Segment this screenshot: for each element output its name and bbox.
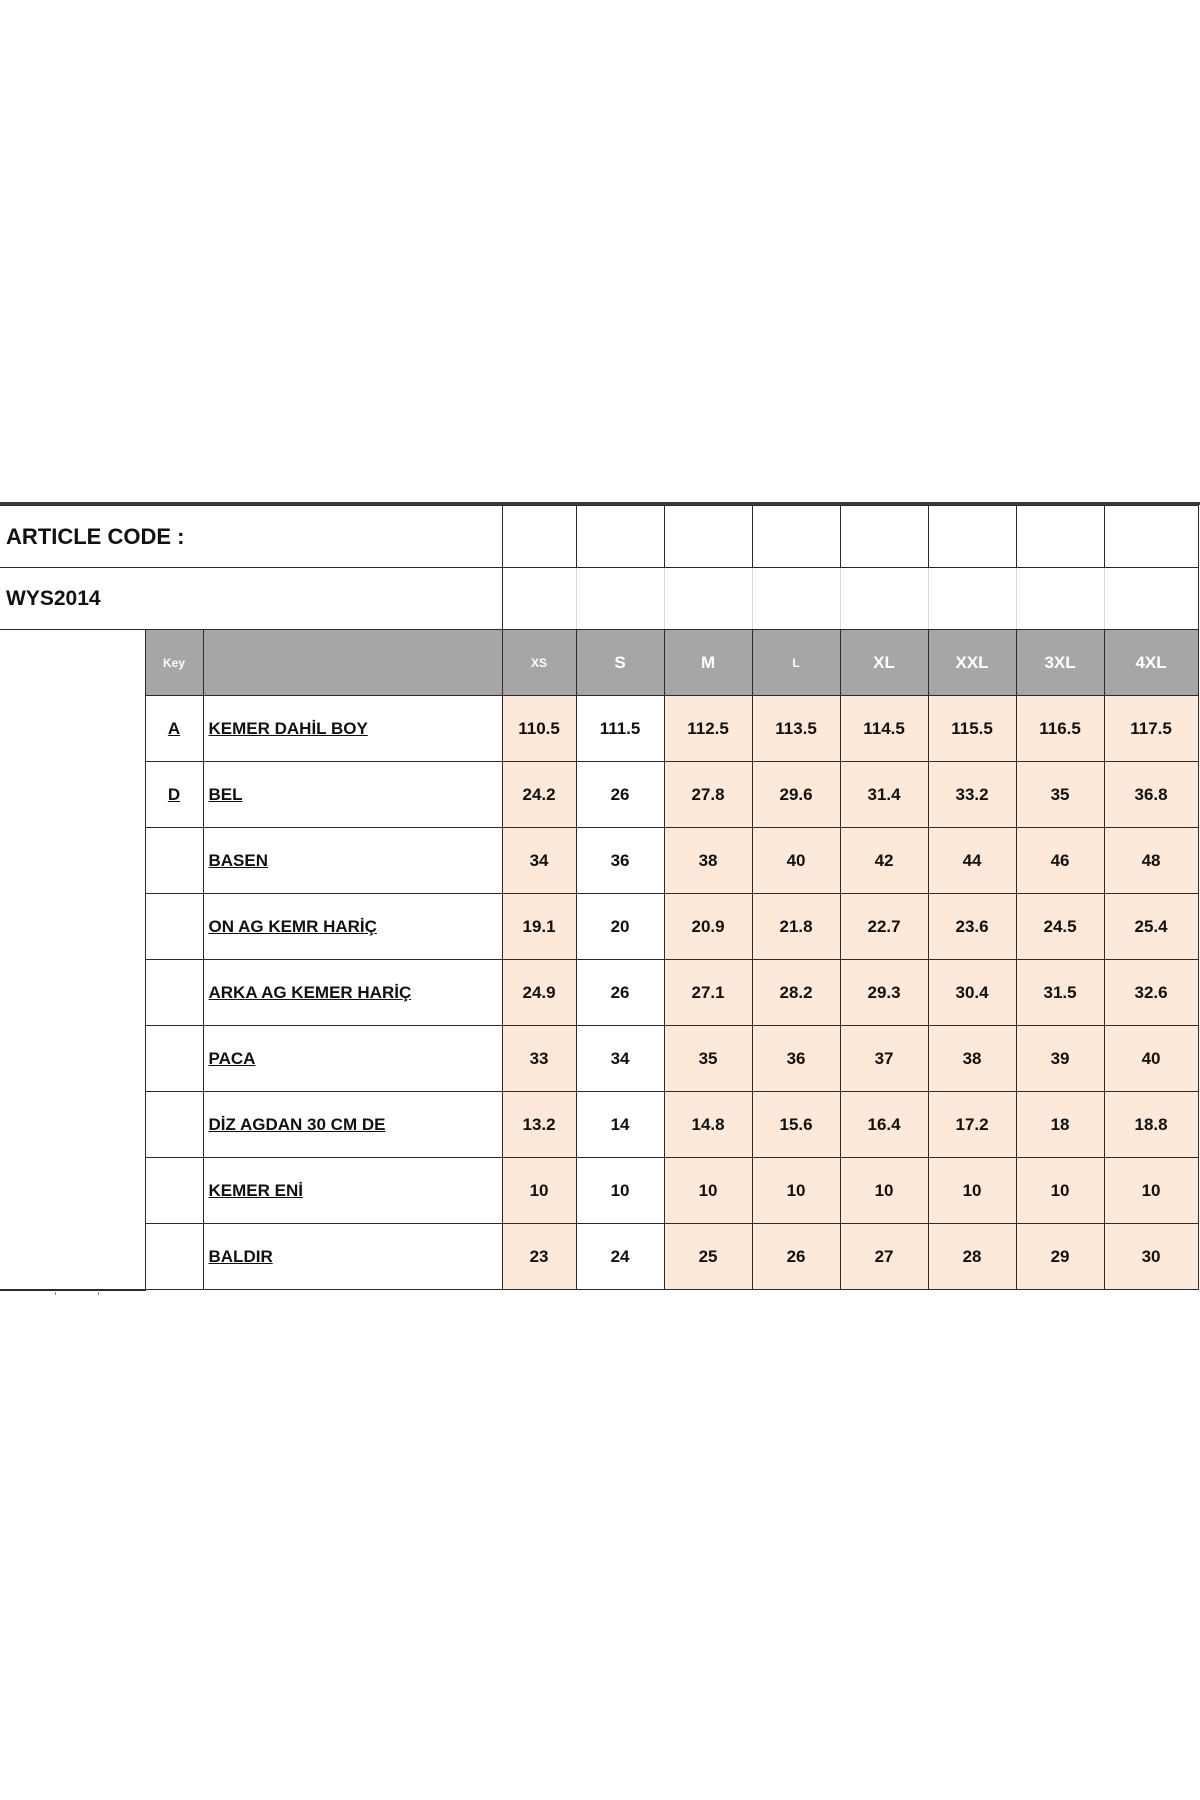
empty-cell (1016, 568, 1104, 630)
measurement-name: DİZ AGDAN 30 CM DE (203, 1092, 502, 1158)
size-header-4xl: 4XL (1104, 630, 1198, 696)
size-value-xs: 13.2 (502, 1092, 576, 1158)
size-value-xl: 31.4 (840, 762, 928, 828)
size-value-4xl: 48 (1104, 828, 1198, 894)
size-header-m: M (664, 630, 752, 696)
table-row (0, 762, 1198, 828)
blank-margin-cell (0, 696, 145, 762)
measurement-name: BALDIR (203, 1224, 502, 1290)
size-value-xxl: 30.4 (928, 960, 1016, 1026)
measurement-name: BEL (203, 762, 502, 828)
tick-mark (98, 1292, 99, 1295)
empty-cell (840, 568, 928, 630)
table-row (0, 960, 1198, 1026)
table-row (0, 1026, 1198, 1092)
size-value-4xl: 40 (1104, 1026, 1198, 1092)
size-value-xl: 27 (840, 1224, 928, 1290)
blank-margin-cell (0, 1224, 145, 1290)
empty-cell (1104, 568, 1198, 630)
size-value-l: 29.6 (752, 762, 840, 828)
size-value-xxl: 23.6 (928, 894, 1016, 960)
size-chart-body (0, 506, 1198, 1290)
size-header-xxl: XXL (928, 630, 1016, 696)
key-cell: A (145, 696, 203, 762)
size-value-xxl: 115.5 (928, 696, 1016, 762)
table-row (0, 828, 1198, 894)
size-value-xl: 10 (840, 1158, 928, 1224)
tick-mark (55, 1292, 56, 1295)
measurement-name: ARKA AG KEMER HARİÇ (203, 960, 502, 1026)
size-value-s: 24 (576, 1224, 664, 1290)
empty-cell (664, 506, 752, 568)
size-value-l: 40 (752, 828, 840, 894)
size-value-xs: 19.1 (502, 894, 576, 960)
size-header-xl: XL (840, 630, 928, 696)
size-value-4xl: 10 (1104, 1158, 1198, 1224)
size-value-3xl: 35 (1016, 762, 1104, 828)
blank-margin-cell (0, 1092, 145, 1158)
size-value-3xl: 29 (1016, 1224, 1104, 1290)
size-value-xxl: 10 (928, 1158, 1016, 1224)
size-value-m: 112.5 (664, 696, 752, 762)
size-value-l: 10 (752, 1158, 840, 1224)
empty-cell (1016, 506, 1104, 568)
article-code-row (0, 568, 1198, 630)
size-value-3xl: 10 (1016, 1158, 1104, 1224)
size-value-xs: 24.2 (502, 762, 576, 828)
size-value-xl: 37 (840, 1026, 928, 1092)
size-value-s: 26 (576, 762, 664, 828)
size-value-l: 15.6 (752, 1092, 840, 1158)
blank-margin-cell (0, 1026, 145, 1092)
article-code-label: ARTICLE CODE : (0, 506, 502, 568)
empty-cell (840, 506, 928, 568)
size-value-m: 27.8 (664, 762, 752, 828)
article-code-value: WYS2014 (0, 568, 502, 630)
size-value-4xl: 36.8 (1104, 762, 1198, 828)
measurement-name: BASEN (203, 828, 502, 894)
size-value-xxl: 44 (928, 828, 1016, 894)
size-value-l: 113.5 (752, 696, 840, 762)
size-value-l: 26 (752, 1224, 840, 1290)
empty-cell (752, 568, 840, 630)
size-value-m: 14.8 (664, 1092, 752, 1158)
size-value-xs: 110.5 (502, 696, 576, 762)
size-value-s: 26 (576, 960, 664, 1026)
empty-cell (664, 568, 752, 630)
size-value-m: 10 (664, 1158, 752, 1224)
size-value-4xl: 18.8 (1104, 1092, 1198, 1158)
empty-cell (752, 506, 840, 568)
size-value-4xl: 117.5 (1104, 696, 1198, 762)
size-value-4xl: 32.6 (1104, 960, 1198, 1026)
size-value-m: 27.1 (664, 960, 752, 1026)
blank-margin-cell (0, 1158, 145, 1224)
footer-ticks (0, 1292, 100, 1294)
size-value-m: 35 (664, 1026, 752, 1092)
empty-cell (576, 568, 664, 630)
size-value-xl: 29.3 (840, 960, 928, 1026)
size-value-s: 34 (576, 1026, 664, 1092)
size-value-xs: 24.9 (502, 960, 576, 1026)
blank-margin-cell (0, 960, 145, 1026)
key-cell (145, 960, 203, 1026)
blank-margin-cell (0, 894, 145, 960)
empty-cell (928, 506, 1016, 568)
size-value-xxl: 28 (928, 1224, 1016, 1290)
size-value-xl: 22.7 (840, 894, 928, 960)
key-cell (145, 1158, 203, 1224)
key-cell (145, 894, 203, 960)
key-cell (145, 1092, 203, 1158)
size-value-4xl: 30 (1104, 1224, 1198, 1290)
size-value-l: 36 (752, 1026, 840, 1092)
size-value-s: 20 (576, 894, 664, 960)
blank-margin-cell (0, 630, 145, 696)
size-value-xxl: 33.2 (928, 762, 1016, 828)
size-value-xxl: 17.2 (928, 1092, 1016, 1158)
size-value-xs: 33 (502, 1026, 576, 1092)
size-value-3xl: 116.5 (1016, 696, 1104, 762)
blank-margin-cell (0, 828, 145, 894)
key-header: Key (145, 630, 203, 696)
measurement-name: ON AG KEMR HARİÇ (203, 894, 502, 960)
size-header-s: S (576, 630, 664, 696)
empty-cell (576, 506, 664, 568)
size-value-4xl: 25.4 (1104, 894, 1198, 960)
empty-cell (502, 506, 576, 568)
blank-margin-cell (0, 762, 145, 828)
size-value-s: 10 (576, 1158, 664, 1224)
table-row (0, 1092, 1198, 1158)
size-value-3xl: 18 (1016, 1092, 1104, 1158)
measurement-header (203, 630, 502, 696)
table-row (0, 1158, 1198, 1224)
key-cell (145, 1026, 203, 1092)
size-value-xxl: 38 (928, 1026, 1016, 1092)
size-value-3xl: 39 (1016, 1026, 1104, 1092)
measurement-name: KEMER ENİ (203, 1158, 502, 1224)
size-header-l: L (752, 630, 840, 696)
size-value-3xl: 46 (1016, 828, 1104, 894)
size-value-xs: 34 (502, 828, 576, 894)
size-value-l: 28.2 (752, 960, 840, 1026)
key-cell (145, 1224, 203, 1290)
size-value-3xl: 31.5 (1016, 960, 1104, 1026)
size-value-xl: 114.5 (840, 696, 928, 762)
size-value-3xl: 24.5 (1016, 894, 1104, 960)
size-header-xs: XS (502, 630, 576, 696)
size-value-m: 25 (664, 1224, 752, 1290)
size-header-3xl: 3XL (1016, 630, 1104, 696)
size-chart-table (0, 505, 1199, 1291)
size-value-m: 20.9 (664, 894, 752, 960)
measurement-name: KEMER DAHİL BOY (203, 696, 502, 762)
key-cell (145, 828, 203, 894)
size-value-m: 38 (664, 828, 752, 894)
article-label-row (0, 506, 1198, 568)
table-row (0, 894, 1198, 960)
measurement-name: PACA (203, 1026, 502, 1092)
empty-cell (502, 568, 576, 630)
size-value-s: 36 (576, 828, 664, 894)
key-cell: D (145, 762, 203, 828)
empty-cell (1104, 506, 1198, 568)
size-value-s: 111.5 (576, 696, 664, 762)
empty-cell (928, 568, 1016, 630)
table-row (0, 1224, 1198, 1290)
size-value-xl: 16.4 (840, 1092, 928, 1158)
size-value-xl: 42 (840, 828, 928, 894)
table-row (0, 696, 1198, 762)
size-value-xs: 10 (502, 1158, 576, 1224)
size-value-xs: 23 (502, 1224, 576, 1290)
size-value-l: 21.8 (752, 894, 840, 960)
size-header-row (0, 630, 1198, 696)
size-value-s: 14 (576, 1092, 664, 1158)
